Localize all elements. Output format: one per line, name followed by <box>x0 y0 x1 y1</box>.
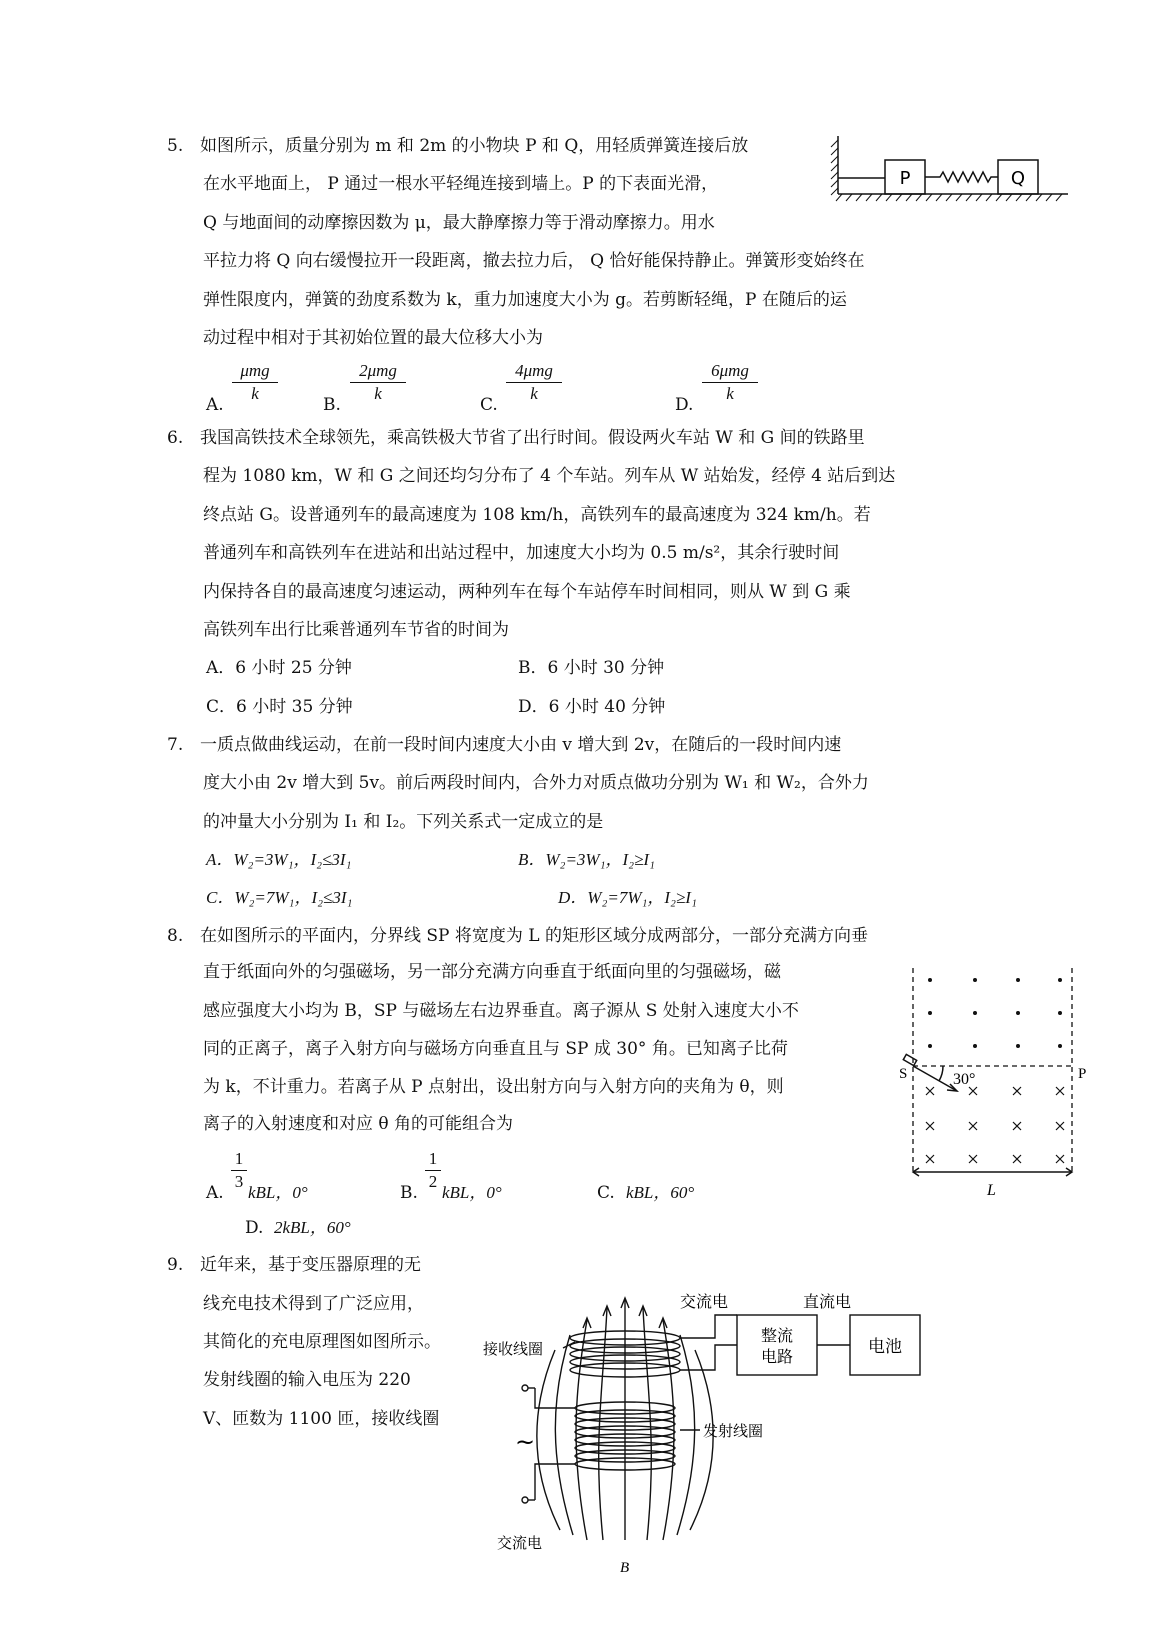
q8-option-a-denominator: 3 <box>234 1172 244 1191</box>
q5-number: 5. <box>167 136 184 156</box>
q5-option-a-label: A. <box>206 395 224 415</box>
q5-option-a-denominator: k <box>251 384 259 403</box>
q8-line-5: 为 k，不计重力。若离子从 P 点射出，设出射方向与入射方向的夹角为 θ，则 <box>203 1077 784 1097</box>
q8-option-b-denominator: 2 <box>428 1172 438 1191</box>
q9-figure-dc-top: 直流电 <box>803 1292 852 1311</box>
q7-option-d: D．W₂=7W₁，I₂≥I₁ <box>558 888 697 907</box>
q5-option-c-label: C. <box>480 395 498 415</box>
q9-figure-receive-coil: 接收线圈 <box>483 1340 544 1358</box>
q9-figure-rectifier-1: 整流 <box>760 1326 794 1345</box>
q8-option-b-fraction <box>425 1148 441 1193</box>
q5-line-3: Q 与地面间的动摩擦因数为 μ，最大静摩擦力等于滑动摩擦力。用水 <box>203 213 715 233</box>
q8-figure-label-width: L <box>987 1182 996 1199</box>
q8-figure-label-s: S <box>899 1066 908 1082</box>
q5-option-a-fraction <box>232 360 278 405</box>
q5-option-c-denominator: k <box>530 384 538 403</box>
q8-figure-label-angle: 30° <box>953 1071 976 1088</box>
q7-option-c: C．W₂=7W₁，I₂≤3I₁ <box>206 888 353 907</box>
q5-figure-label-q: Q <box>1010 168 1026 189</box>
q8-option-b-value: kBL，0° <box>442 1183 502 1202</box>
q6-number: 6. <box>167 428 184 448</box>
q6-line-5: 内保持各自的最高速度匀速运动，两种列车在每个车站停车时间相同，则从 W 到 G 乘 <box>203 582 851 602</box>
q6-option-a: A．6 小时 25 分钟 <box>206 658 352 678</box>
q5-line-6: 动过程中相对于其初始位置的最大位移大小为 <box>203 328 543 348</box>
q8-number: 8. <box>167 926 184 946</box>
q9-line-4: 发射线圈的输入电压为 220 <box>203 1370 411 1390</box>
q7-option-a: A．W₂=3W₁，I₂≤3I₁ <box>206 850 352 869</box>
q8-option-a-label: A. <box>206 1183 224 1203</box>
q7-line-2: 度大小由 2v 增大到 5v。前后两段时间内，合外力对质点做功分别为 W₁ 和 W₂，合外力 <box>203 773 869 793</box>
q5-option-c-fraction <box>506 360 562 405</box>
q8-option-b-label: B. <box>400 1183 418 1203</box>
q5-option-a-numerator: μmg <box>232 360 278 383</box>
q8-option-a-value: kBL，0° <box>248 1183 308 1202</box>
q5-figure-label-p: P <box>899 168 911 189</box>
q7-line-3: 的冲量大小分别为 I₁ 和 I₂。下列关系式一定成立的是 <box>203 812 604 832</box>
q9-figure-field-b: B <box>620 1560 630 1576</box>
q9-figure-battery: 电池 <box>868 1337 902 1357</box>
q9-figure-ac-bottom: 交流电 <box>497 1534 543 1552</box>
q6-option-b: B．6 小时 30 分钟 <box>518 658 665 678</box>
q9-number: 9. <box>167 1255 184 1275</box>
q5-line-5: 弹性限度内，弹簧的劲度系数为 k，重力加速度大小为 g。若剪断轻绳，P 在随后的运 <box>203 290 847 310</box>
q8-option-a-fraction <box>231 1148 247 1193</box>
q8-option-b-numerator: 1 <box>425 1148 441 1171</box>
q5-option-b-numerator: 2μmg <box>350 360 406 383</box>
q8-line-3: 感应强度大小均为 B，SP 与磁场左右边界垂直。离子源从 S 处射入速度大小不 <box>203 1001 799 1021</box>
q5-option-c-numerator: 4μmg <box>506 360 562 383</box>
q9-line-3: 其简化的充电原理图如图所示。 <box>203 1332 441 1352</box>
q5-option-b-label: B. <box>323 395 341 415</box>
q8-option-d-label: D. <box>245 1218 264 1238</box>
q8-option-c-label: C. <box>597 1183 615 1203</box>
q5-option-d-label: D. <box>675 395 694 415</box>
q8-line-4: 同的正离子，离子入射方向与磁场方向垂直且与 SP 成 30° 角。已知离子比荷 <box>203 1039 788 1059</box>
q8-option-c-value: kBL，60° <box>626 1183 695 1202</box>
q8-option-d-value: 2kBL，60° <box>274 1218 351 1237</box>
q9-line-2: 线充电技术得到了广泛应用， <box>203 1294 424 1314</box>
q5-line-4: 平拉力将 Q 向右缓慢拉开一段距离，撤去拉力后， Q 恰好能保持静止。弹簧形变始终在 <box>203 251 865 271</box>
q5-option-b-fraction <box>350 360 406 405</box>
q6-option-d: D．6 小时 40 分钟 <box>518 697 666 717</box>
q8-line-1: 在如图所示的平面内，分界线 SP 将宽度为 L 的矩形区域分成两部分，一部分充满方向垂 <box>200 926 868 946</box>
q7-number: 7. <box>167 735 184 755</box>
q6-line-3: 终点站 G。设普通列车的最高速度为 108 km/h，高铁列车的最高速度为 324 km/h。若 <box>203 505 871 525</box>
q5-option-d-denominator: k <box>726 384 734 403</box>
q5-figure <box>828 128 1098 208</box>
q5-line-1: 如图所示，质量分别为 m 和 2m 的小物块 P 和 Q，用轻质弹簧连接后放 <box>200 136 749 156</box>
q5-option-d-numerator: 6μmg <box>702 360 758 383</box>
q8-line-2: 直于纸面向外的匀强磁场，另一部分充满方向垂直于纸面向里的匀强磁场，磁 <box>203 962 781 982</box>
q6-line-4: 普通列车和高铁列车在进站和出站过程中，加速度大小均为 0.5 m/s²，其余行驶时间 <box>203 543 840 563</box>
q9-line-5: V、匝数为 1100 匝，接收线圈 <box>203 1409 440 1429</box>
q5-option-d-fraction <box>702 360 758 405</box>
q6-line-2: 程为 1080 km，W 和 G 之间还均匀分布了 4 个车站。列车从 W 站始发，经停 4 站后到达 <box>203 466 896 486</box>
q9-line-1: 近年来，基于变压器原理的无 <box>200 1255 421 1275</box>
q8-figure <box>895 960 1095 1200</box>
q8-line-6: 离子的入射速度和对应 θ 角的可能组合为 <box>203 1114 514 1134</box>
q9-figure-transmit-coil: 发射线圈 <box>703 1422 764 1440</box>
q9-figure-ac-top: 交流电 <box>680 1292 729 1311</box>
q6-line-1: 我国高铁技术全球领先，乘高铁极大节省了出行时间。假设两火车站 W 和 G 间的铁路里 <box>200 428 865 448</box>
q8-option-a-numerator: 1 <box>231 1148 247 1171</box>
q8-figure-label-p: P <box>1078 1066 1087 1082</box>
q9-figure-rectifier-2: 电路 <box>760 1347 794 1366</box>
q7-option-b: B．W₂=3W₁，I₂≥I₁ <box>518 850 655 869</box>
q6-option-c: C．6 小时 35 分钟 <box>206 697 353 717</box>
q5-line-2: 在水平地面上， P 通过一根水平轻绳连接到墙上。P 的下表面光滑， <box>203 174 719 194</box>
q9-figure-tilde: ~ <box>515 1428 536 1456</box>
q9-figure <box>475 1290 925 1580</box>
q7-line-1: 一质点做曲线运动，在前一段时间内速度大小由 v 增大到 2v，在随后的一段时间内速 <box>200 735 842 755</box>
q5-option-b-denominator: k <box>374 384 382 403</box>
q6-line-6: 高铁列车出行比乘普通列车节省的时间为 <box>203 620 509 640</box>
